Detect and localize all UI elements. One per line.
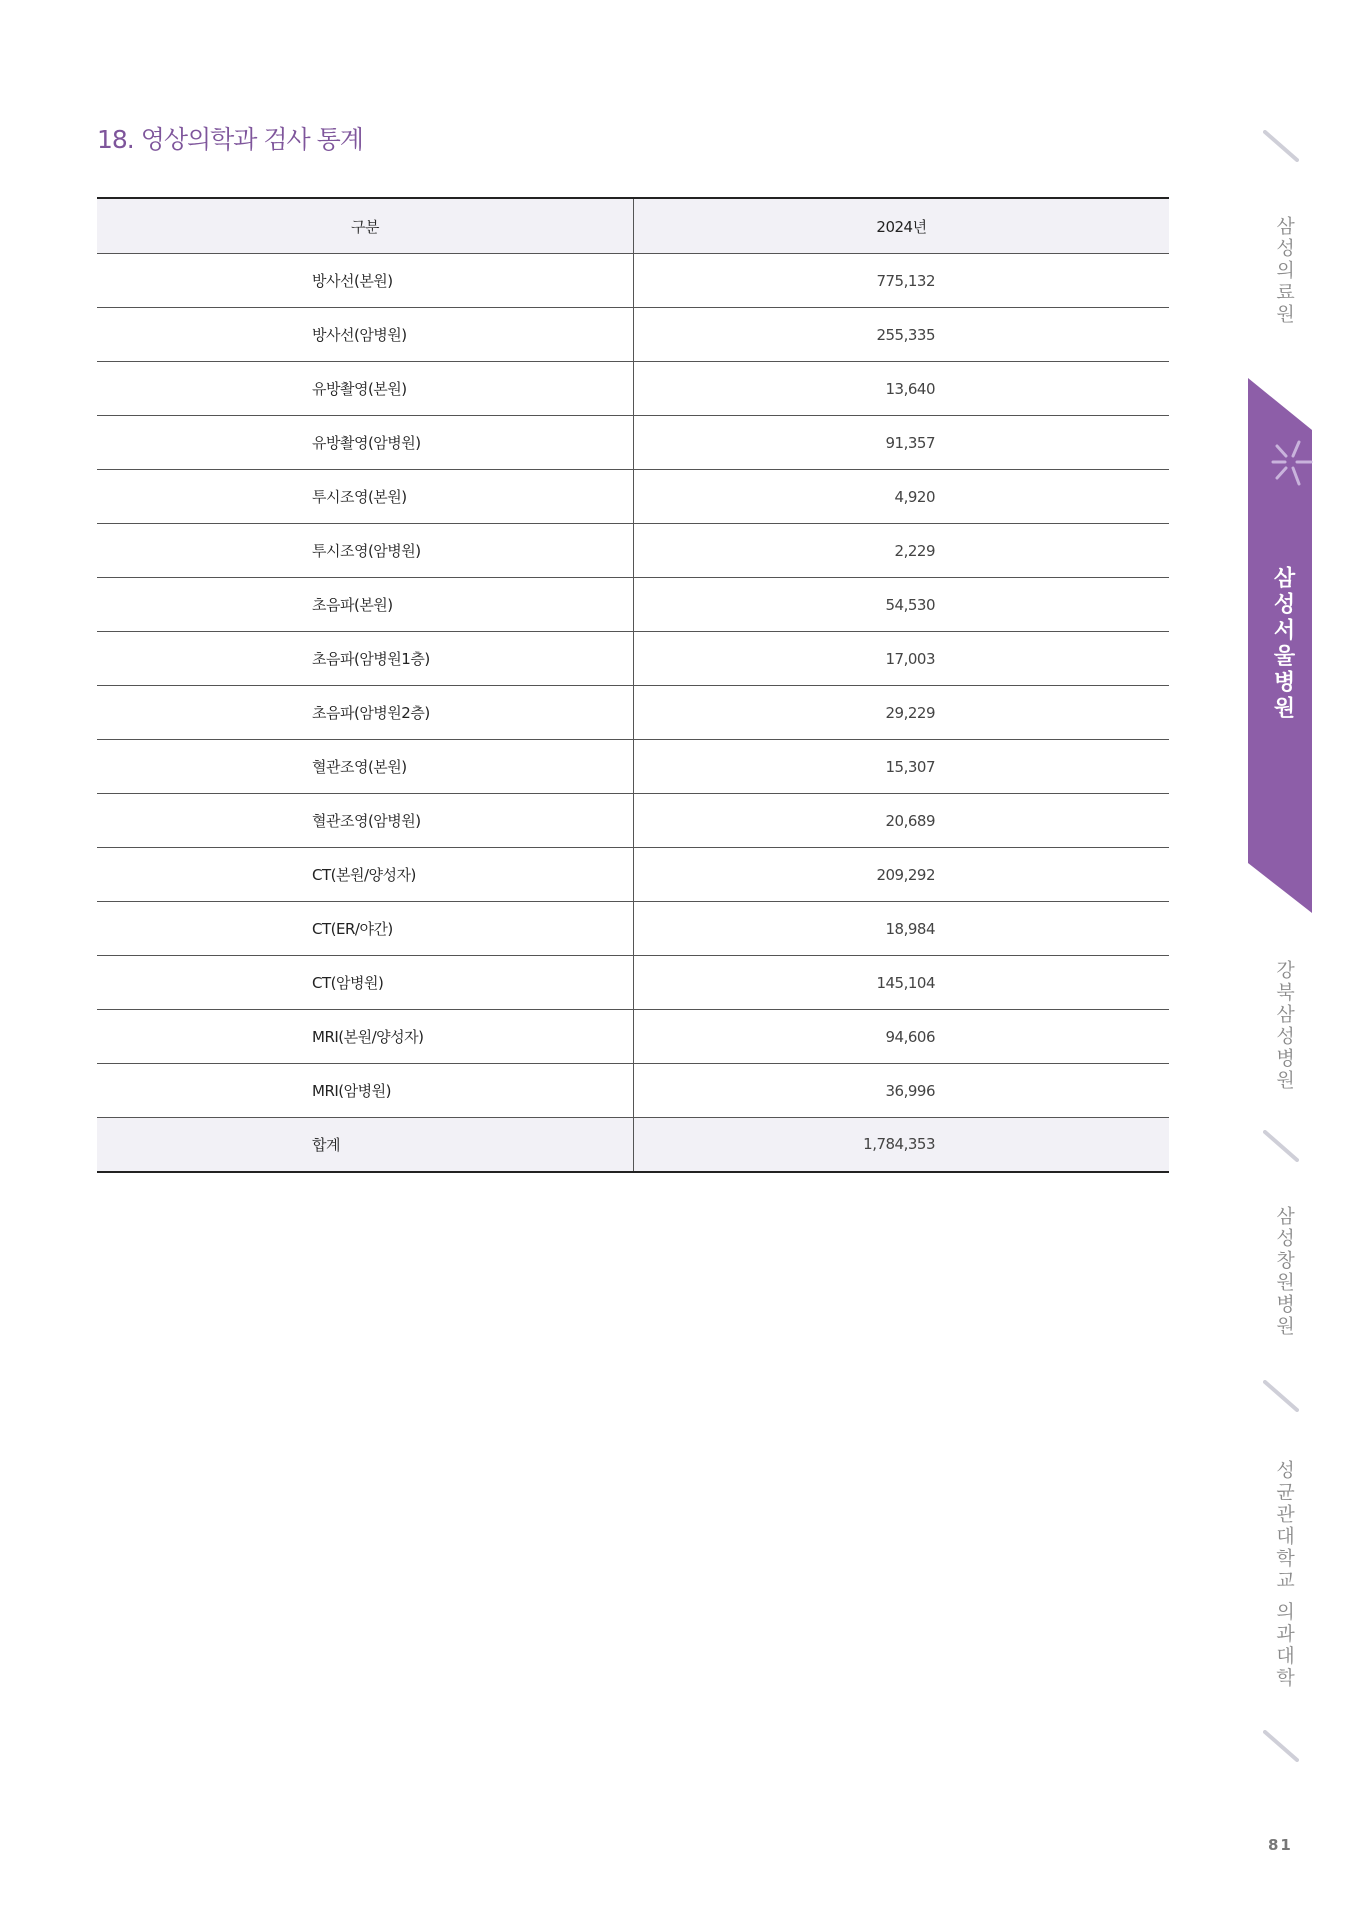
table-row (97, 956, 1169, 1010)
table-total-row (97, 1118, 1169, 1172)
page-number: 81 (1268, 1836, 1293, 1854)
row-label: MRI(암병원) (97, 1064, 634, 1118)
table-row (97, 686, 1169, 740)
side-navigation (1245, 0, 1357, 1920)
row-value: 54,530 (634, 578, 1170, 632)
page-title: 18. 영상의학과 검사 통계 (97, 125, 363, 154)
slash-divider-icon (1263, 130, 1299, 162)
table-row (97, 416, 1169, 470)
row-label: CT(ER/야간) (97, 902, 634, 956)
row-value: 91,357 (634, 416, 1170, 470)
row-value: 2,229 (634, 524, 1170, 578)
table-row (97, 1064, 1169, 1118)
slash-divider-icon (1263, 1380, 1299, 1412)
slash-divider-icon (1263, 1130, 1299, 1162)
row-value: 13,640 (634, 362, 1170, 416)
row-value: 209,292 (634, 848, 1170, 902)
row-value: 4,920 (634, 470, 1170, 524)
row-value: 29,229 (634, 686, 1170, 740)
row-label: 투시조영(본원) (97, 470, 634, 524)
row-label: CT(본원/양성자) (97, 848, 634, 902)
row-label: 유방촬영(본원) (97, 362, 634, 416)
row-label: 유방촬영(암병원) (97, 416, 634, 470)
row-value: 20,689 (634, 794, 1170, 848)
row-label: 방사선(본원) (97, 254, 634, 308)
row-label: 혈관조영(암병원) (97, 794, 634, 848)
table-row (97, 848, 1169, 902)
row-label: 방사선(암병원) (97, 308, 634, 362)
row-value: 17,003 (634, 632, 1170, 686)
row-value: 15,307 (634, 740, 1170, 794)
total-label: 합계 (97, 1118, 634, 1172)
row-value: 775,132 (634, 254, 1170, 308)
row-value: 18,984 (634, 902, 1170, 956)
total-value: 1,784,353 (634, 1118, 1170, 1172)
table-row (97, 362, 1169, 416)
row-label: 투시조영(암병원) (97, 524, 634, 578)
table-row (97, 308, 1169, 362)
row-label: CT(암병원) (97, 956, 634, 1010)
sparkle-icon (1269, 438, 1313, 488)
table-row (97, 740, 1169, 794)
header-year: 2024년 (634, 198, 1170, 254)
row-label: MRI(본원/양성자) (97, 1010, 634, 1064)
table-row (97, 524, 1169, 578)
row-value: 255,335 (634, 308, 1170, 362)
table-row (97, 902, 1169, 956)
table-row (97, 794, 1169, 848)
row-value: 94,606 (634, 1010, 1170, 1064)
side-nav-item-samsung-changwon-hospital[interactable]: 삼성창원병원 (1273, 1206, 1295, 1338)
table-row (97, 470, 1169, 524)
table-row (97, 254, 1169, 308)
side-nav-item-samsung-seoul-hospital[interactable]: 삼성서울병원 (1270, 566, 1295, 722)
side-nav-item-kangbuk-samsung-hospital[interactable]: 강북삼성병원 (1273, 960, 1295, 1092)
row-label: 혈관조영(본원) (97, 740, 634, 794)
table-row (97, 632, 1169, 686)
row-value: 145,104 (634, 956, 1170, 1010)
side-nav-item-samsung-medical-center[interactable]: 삼성의료원 (1273, 216, 1295, 326)
slash-divider-icon (1263, 1730, 1299, 1762)
table-row (97, 578, 1169, 632)
row-label: 초음파(암병원1층) (97, 632, 634, 686)
side-nav-item-skku-medical-school[interactable]: 성균관대학교 의과대학 (1273, 1460, 1295, 1690)
header-category: 구분 (97, 198, 634, 254)
exam-statistics-table (97, 197, 1169, 1173)
row-label: 초음파(본원) (97, 578, 634, 632)
row-label: 초음파(암병원2층) (97, 686, 634, 740)
table-row (97, 1010, 1169, 1064)
table-header-row (97, 198, 1169, 254)
row-value: 36,996 (634, 1064, 1170, 1118)
